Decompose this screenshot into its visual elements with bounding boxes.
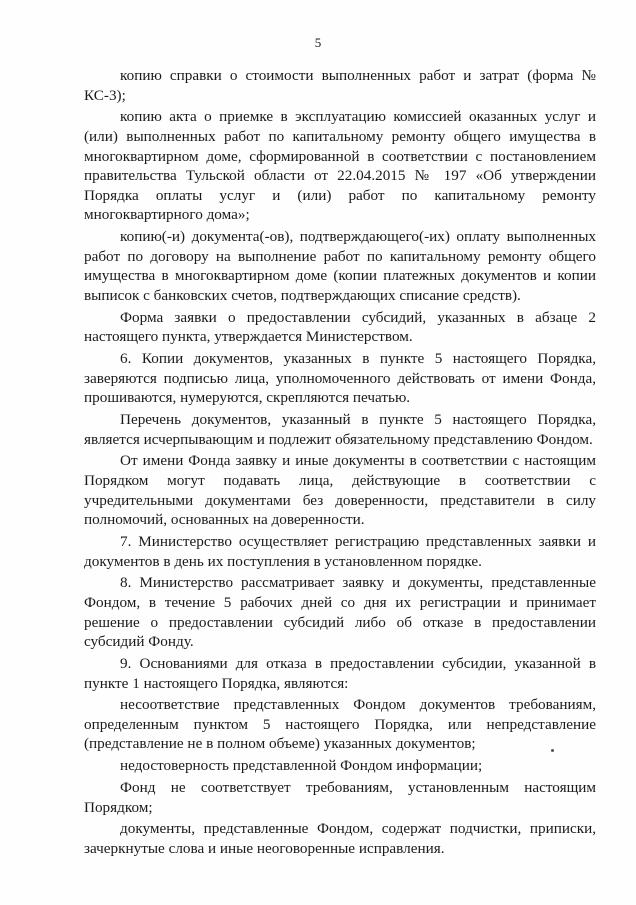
paragraph-refusal-requirements: Фонд не соответствует требованиям, установленным настоящим Порядком; — [84, 779, 596, 816]
paragraph-item-9: 9. Основаниями для отказа в предоставлении субсидии, указанной в пункте 1 настоящего Порядка, являются: — [84, 654, 596, 692]
paragraph-item-8: 8. Министерство рассматривает заявку и документы, представленные Фондом, в течение 5 рабочих дней со дня их регистрации и принимает решение о предоставлении субсидий либо об отказе в предоставлении субсидий Фонду. — [84, 574, 596, 651]
paragraph-refusal-inaccuracy: недостоверность представленной Фондом информации; — [120, 757, 483, 775]
scan-speck — [551, 749, 554, 752]
paragraph-item-6: 6. Копии документов, указанных в пункте 5 настоящего Порядка, заверяются подписью лица, уполномоченного действовать от имени Фонда, прошиваются, нумеруются, скрепляются печатью. — [84, 350, 596, 407]
paragraph-item-7: 7. Министерство осуществляет регистрацию представленных заявки и документов в день их поступления в установленном порядке. — [84, 532, 596, 570]
paragraph-refusal-nonconformity: несоответствие представленных Фондом документов требованиям, определенным пунктом 5 настоящего Порядка, или непредставление (представление не в полном объеме) указанных документов; — [84, 696, 596, 753]
paragraph-acceptance-act: копию акта о приемке в эксплуатацию комиссией оказанных услуг и (или) выполненных работ по капитальному ремонту общего имущества в многоквартирном доме, сформированной в соответствии с постановлением правительства Тульской области от 22.04.2015 № 197 «Об утверждении Порядка оплаты услуг и (или) работ по капитальному ремонту многоквартирного дома»; — [84, 108, 596, 224]
paragraph-application-form: Форма заявки о предоставлении субсидий, указанных в абзаце 2 настоящего пункта, утверждается Министерством. — [84, 308, 596, 346]
paragraph-ks3-copy: копию справки о стоимости выполненных работ и затрат (форма № КС-3); — [84, 67, 596, 104]
page-number: 5 — [314, 35, 322, 50]
paragraph-refusal-corrections: документы, представленные Фондом, содержат подчистки, приписки, зачеркнутые слова и иные неоговоренные исправления. — [84, 820, 596, 857]
paragraph-payment-documents: копию(-и) документа(-ов), подтверждающего(-их) оплату выполненных работ по договору на выполнение работ по капитальному ремонту общего имущества в многоквартирном доме (копии платежных документов и копии выписок с банковских счетов, подтверждающих списание средств). — [84, 228, 596, 304]
paragraph-document-list: Перечень документов, указанный в пункте 5 настоящего Порядка, является исчерпывающим и подлежит обязательному представлению Фондом. — [84, 411, 596, 448]
document-body — [84, 66, 596, 861]
paragraph-fund-representatives: От имени Фонда заявку и иные документы в соответствии с настоящим Порядком могут подавать лица, действующие в соответствии с учредительными документами без доверенности, представители в силу полномочий, основанных на доверенности. — [84, 452, 596, 529]
